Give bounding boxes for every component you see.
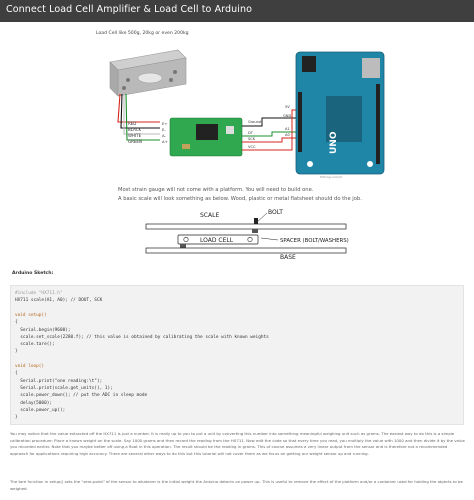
- arduino-pin-5v: 5V: [285, 105, 290, 109]
- hx-pin-ground: Ground: [248, 120, 262, 124]
- wiring-diagram: [0, 22, 474, 180]
- code-line: scale.power_down(); // put the ADC in sleep mode: [15, 393, 148, 399]
- load-cell-caption: Load Cell like 500g, 20kg or even 200kg: [96, 31, 189, 36]
- scale-diagram: [130, 205, 350, 260]
- hx-pin-sck: SCK: [248, 137, 256, 141]
- arduino-pin-a0: A0: [285, 133, 290, 137]
- hx-pin-a-plus: A+: [162, 139, 168, 144]
- wire-label-white: WHITE: [128, 133, 142, 138]
- caption-basic-scale: A basic scale will look something as below. Wood, plastic or metal flatsheet should do the job.: [118, 196, 362, 202]
- label-bolt: BOLT: [268, 209, 283, 216]
- arduino-pin-gnd: GND: [283, 114, 292, 118]
- scale-plate: [146, 224, 346, 229]
- arduino-wires: [242, 110, 300, 150]
- code-line: Serial.print("one reading:\t");: [15, 378, 103, 384]
- code-line: {: [15, 320, 18, 326]
- code-line: HX711 scale(A1, A0); // DOUT, SCK: [15, 298, 103, 304]
- code-line: }: [15, 415, 18, 421]
- code-line: void loop(): [15, 364, 45, 369]
- page-title: Connect Load Cell Amplifier & Load Cell to Arduino: [6, 4, 253, 15]
- header-bar: [0, 0, 474, 22]
- code-line: delay(5000);: [15, 400, 53, 406]
- code-line: scale.tare();: [15, 342, 55, 348]
- label-scale: SCALE: [200, 212, 220, 219]
- base-plate: [146, 248, 346, 253]
- hx-pin-e-minus: E-: [162, 127, 166, 132]
- hx711-board: [170, 118, 242, 156]
- sketch-heading: Arduino Sketch:: [12, 271, 54, 276]
- wire-label-green: GREEN: [128, 139, 142, 144]
- label-base: BASE: [280, 254, 296, 260]
- code-line: void setup(): [15, 312, 47, 318]
- arduino-model-label: UNO: [329, 131, 339, 154]
- code-line: {: [15, 371, 18, 377]
- caption-platform: Most strain gauge will not come with a platform. You will need to build one.: [118, 187, 314, 193]
- code-line: #include "HX711.h": [15, 291, 63, 296]
- label-spacer: SPACER (BOLT/WASHERS): [280, 238, 349, 244]
- code-line: Serial.begin(9600);: [15, 327, 71, 333]
- code-line: Serial.print(scale.get_units(), 1);: [15, 385, 113, 391]
- wire-label-red: RED: [128, 121, 137, 126]
- hx-pin-dt: DT: [248, 131, 253, 135]
- code-block: [10, 285, 464, 425]
- code-line: }: [15, 349, 18, 355]
- hx-pin-a-minus: A-: [162, 133, 166, 138]
- code-line: scale.set_scale(2280.f); // this value is obtained by calibrating the scale with known weights: [15, 334, 269, 340]
- paragraph-calibration: You may notice that the value extracted off the HX711 is just a number. It is really up to you to put a unit by converting this number into something meaningful weighing unit such as grams. The easiest way to do this is a simple calibration procedure: Place a known weight on the scale. Say 1000 grams and then record the reading from the HX711. Now edit the code so that every time you read, you multiply the value with 1000 and then divide it by the value you recorded earlier. Note that you maybe better off using a float in this operation. The result should be the reading in grams. This of course assumes a very linear output from the sensor and is therefore not a recommended approach for applications requiring high accuracy. There are several other ways to do this but this tutorial will not cover them as we focus on getting our weight sensor up and running.: [10, 431, 465, 456]
- label-load-cell: LOAD CELL: [200, 237, 234, 244]
- load-cell: [110, 50, 186, 96]
- code-line: scale.power_up();: [15, 407, 66, 413]
- arduino-board: [296, 52, 384, 174]
- arduino-pin-a1: A1: [285, 127, 290, 131]
- hx-pin-vcc: VCC: [248, 145, 256, 149]
- hx-pin-e-plus: E+: [162, 121, 168, 126]
- wire-label-black: BLACK: [128, 127, 142, 132]
- paragraph-tare: The tare function in setup() sets the "zero-point" of the sensor to whatever is the initial weight the Arduino detects on power up. This is useful to remove the effect of the platform and/or a container used for holding the objects to be weighed.: [10, 479, 463, 491]
- diagram-credit: fritzing.com/id: [320, 175, 342, 179]
